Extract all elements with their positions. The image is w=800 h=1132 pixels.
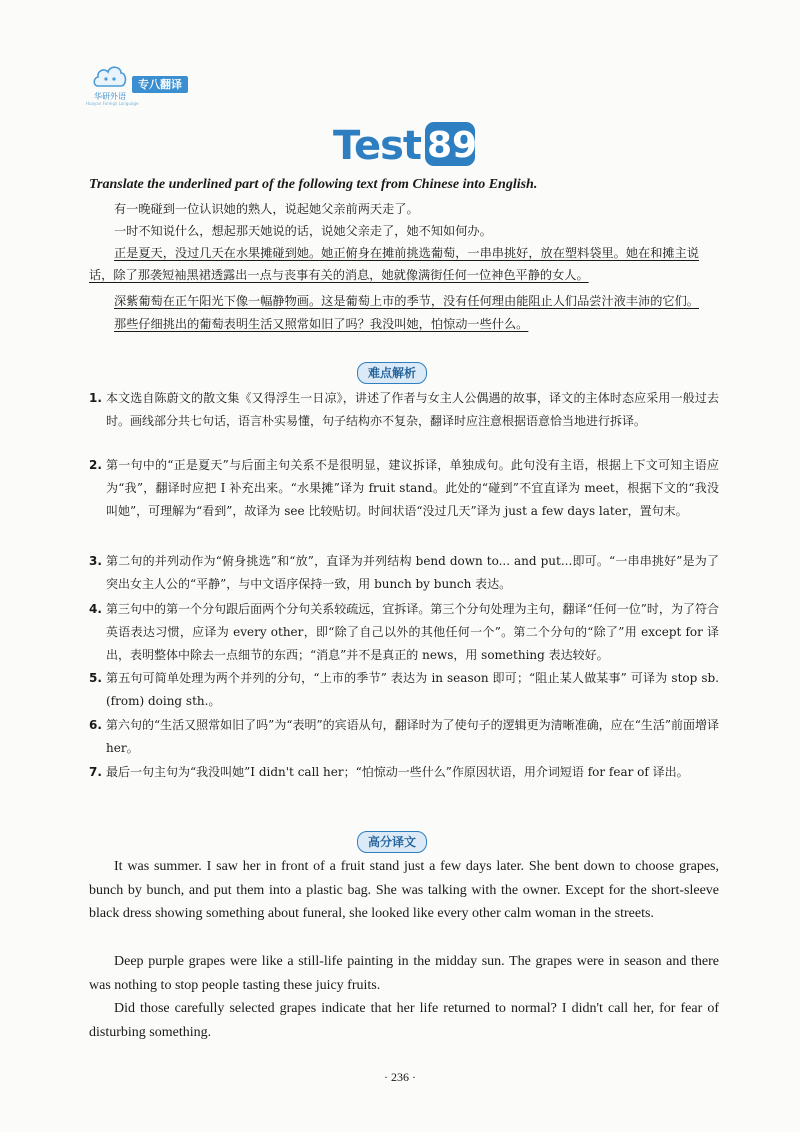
publisher-logo (86, 60, 139, 106)
analysis-note (89, 454, 719, 523)
translation-heading: 高分译文 (357, 831, 427, 853)
note-number: 1. (89, 391, 102, 405)
source-paragraph-5: 那些仔细挑出的葡萄表明生活又照常如旧了吗？我没叫她，怕惊动一些什么。 (114, 317, 529, 331)
logo-subtext: Huayan Foreign Language (86, 101, 139, 106)
translation-paragraph-3: Did those carefully selected grapes indicate that her life returned to normal? I didn't call her, for fear of disturbing something. (89, 1001, 719, 1040)
analysis-heading: 难点解析 (357, 362, 427, 384)
source-paragraph-4: 深紫葡萄在正午阳光下像一幅静物画。这是葡萄上市的季节，没有任何理由能阻止人们品尝汁液丰沛的它们。 (114, 294, 699, 308)
note-number: 3. (89, 554, 102, 568)
analysis-note (89, 761, 719, 784)
translation-paragraph-1: It was summer. I saw her in front of a fruit stand just a few days later. She bent down to choose grapes, bunch by bunch, and put them into a plastic bag. She was talking with the owner. Except for the short-sleeve black dress showing something about funeral, she looked like every other calm woman in the streets. (89, 859, 719, 921)
logo-text: 华研外语 (94, 92, 126, 101)
source-paragraph-1: 有一晚碰到一位认识她的熟人，说起她父亲前两天走了。 (114, 202, 419, 216)
analysis-note (89, 598, 719, 667)
note-text: 最后一句主句为“我没叫她”I didn't call her；“怕惊动一些什么”作原因状语，用介词短语 for fear of 译出。 (106, 765, 689, 779)
note-text: 第五句可简单处理为两个并列的分句，“上市的季节” 表达为 in season 即可；“阻止某人做某事” 可译为 stop sb. (from) doing sth.。 (106, 671, 719, 708)
note-text: 本文选自陈蔚文的散文集《又得浮生一日凉》，讲述了作者与女主人公偶遇的故事，译文的主体时态应采用一般过去时。画线部分共七句话，语言朴实易懂，句子结构亦不复杂，翻译时应注意根据语意恰当地进行拆译。 (106, 391, 719, 428)
analysis-note (89, 387, 719, 433)
note-number: 4. (89, 602, 102, 616)
series-tag: 专八翻译 (132, 76, 188, 93)
note-text: 第六句的“生活又照常如旧了吗”为“表明”的宾语从句，翻译时为了使句子的逻辑更为清晰准确，应在“生活”前面增译 her。 (106, 718, 719, 755)
note-text: 第一句中的“正是夏天”与后面主句关系不是很明显，建议拆译，单独成句。此句没有主语，根据上下文可知主语应为“我”，翻译时应把 I 补充出来。“水果摊”译为 fruit stand。此处的“碰到”不宜直译为 meet，根据下文的“我没叫她”，可理解为“看到”，故译为 see 比较贴切。时间状语“没过几天”译为 just a few days later，置句末。 (106, 458, 719, 518)
page-number: · 236 · (384, 1070, 416, 1084)
translation-paragraph-2: Deep purple grapes were like a still-life painting in the midday sun. The grapes were in season and there was nothing to stop people tasting these juicy fruits. (89, 954, 719, 993)
analysis-note (89, 550, 719, 596)
source-paragraph-2: 一时不知说什么，想起那天她说的话，说她父亲走了，她不知如何办。 (114, 224, 492, 238)
cloud-icon (92, 60, 128, 90)
test-number: 89 (425, 122, 475, 166)
test-word: Test (333, 123, 422, 169)
analysis-note (89, 714, 719, 760)
source-paragraph-3: 正是夏天，没过几天在水果摊碰到她。她正俯身在摊前挑选葡萄，一串串挑好，放在塑料袋里。她在和摊主说话，除了那袭短袖黑裙透露出一点与丧事有关的消息，她就像满街任何一位神色平静的女人。 (89, 246, 699, 282)
note-text: 第二句的并列动作为“俯身挑选”和“放”，直译为并列结构 bend down to... and put...即可。“一串串挑好”是为了突出女主人公的“平静”，与中文语序保持一致，用 bunch by bunch 表达。 (106, 554, 719, 591)
note-number: 7. (89, 765, 102, 779)
note-text: 第三句中的第一个分句跟后面两个分句关系较疏远，宜拆译。第三个分句处理为主句，翻译“任何一位”时，为了符合英语表达习惯，应译为 every other，即“除了自己以外的其他任何一个”。第二个分句的“除了”用 except for 译出，表明整体中除去一点细节的东西；“消息”并不是真正的 news，用 something 表达较好。 (106, 602, 719, 662)
note-number: 6. (89, 718, 102, 732)
note-number: 5. (89, 671, 102, 685)
note-number: 2. (89, 458, 102, 472)
analysis-note (89, 667, 719, 713)
instruction: Translate the underlined part of the following text from Chinese into English. (89, 177, 538, 192)
